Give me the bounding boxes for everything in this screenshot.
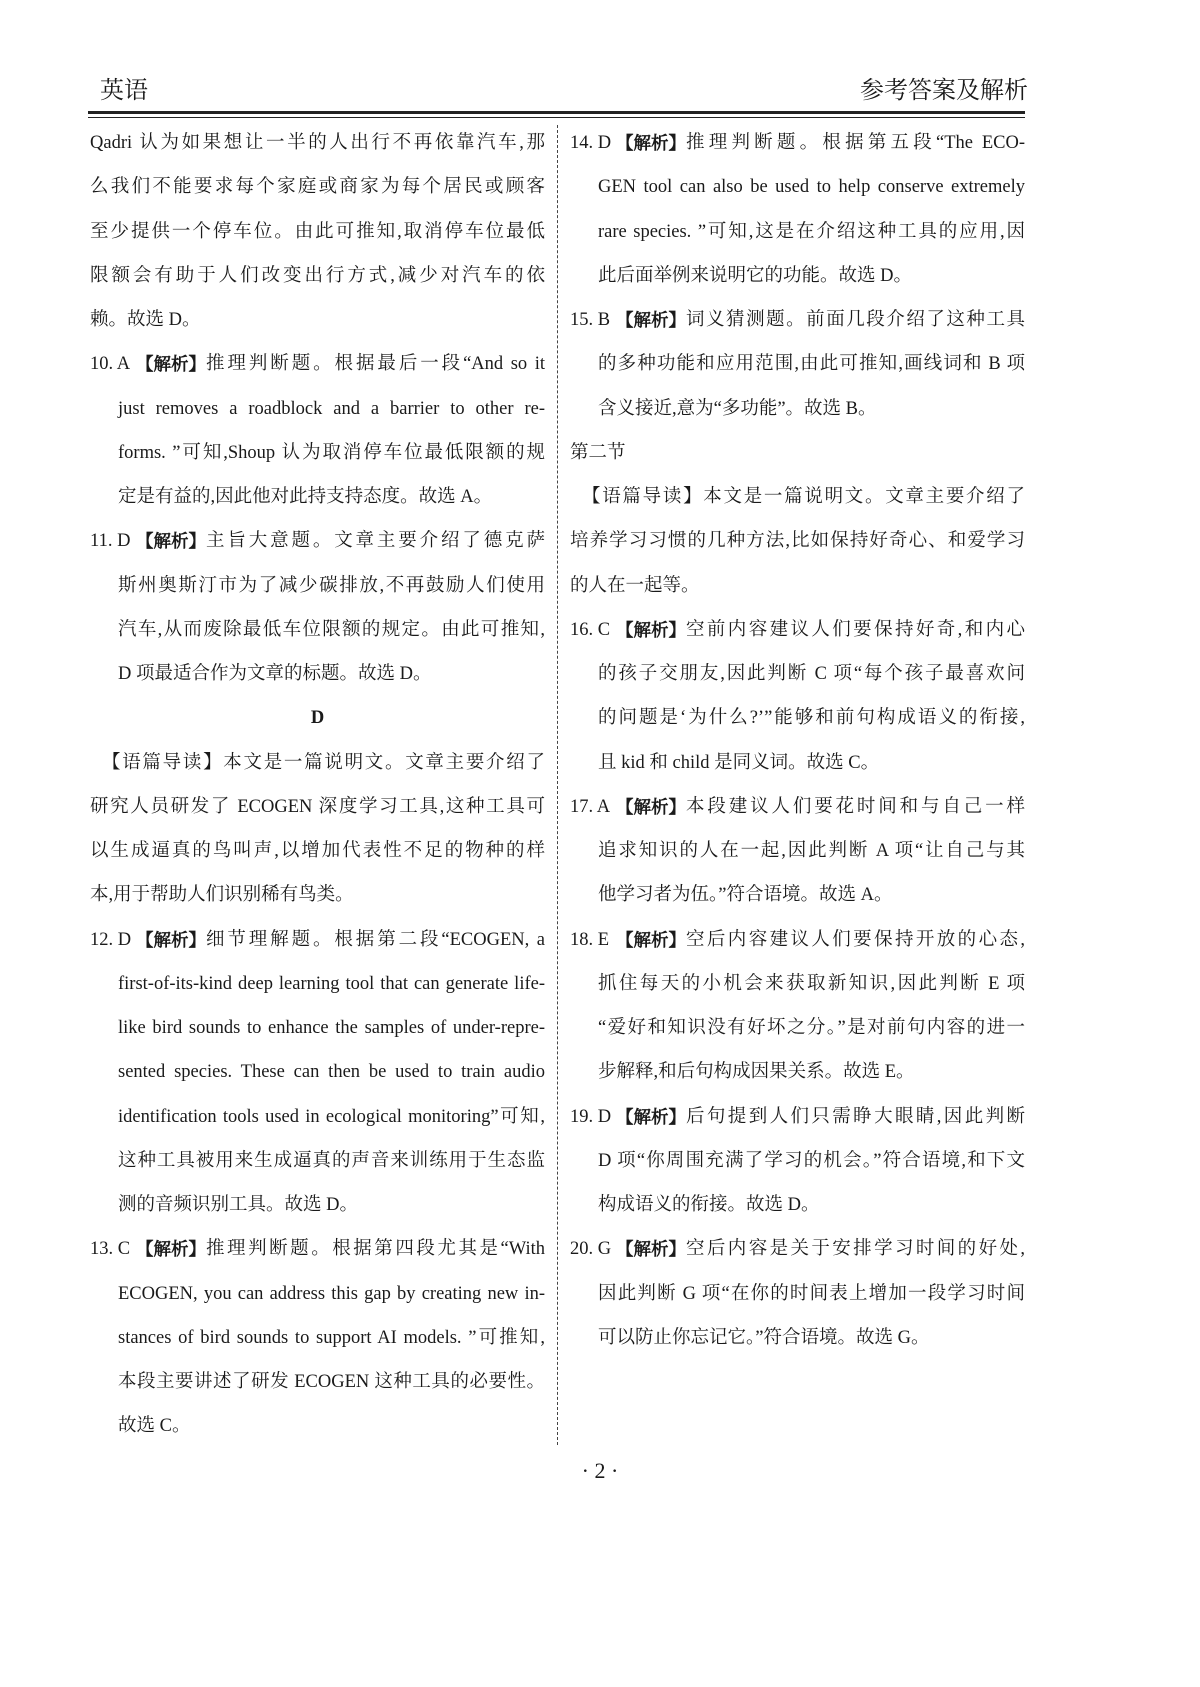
text-line: 汽车,从而废除最低车位限额的规定。由此可推知, xyxy=(118,619,545,640)
analysis-tag: 【解析】 xyxy=(616,619,686,640)
analysis-tag: 【解析】 xyxy=(616,796,686,817)
text-line: first-of-its-kind deep learning tool that can generate life- xyxy=(118,973,545,994)
analysis-tag: 【解析】 xyxy=(136,1239,206,1260)
text-line: 因此判断 G 项“在你的时间表上增加一段学习时间 xyxy=(598,1283,1025,1304)
answer-first-line xyxy=(570,121,1025,165)
page-number: · 2 · xyxy=(581,1458,619,1483)
answer-block-item xyxy=(570,1095,1025,1228)
analysis-tag: 【解析】 xyxy=(616,1106,686,1127)
answer-block-item xyxy=(570,608,1025,785)
answer-first-line xyxy=(570,1095,1025,1139)
question-number: 11. D xyxy=(90,531,131,552)
analysis-tag: 【解析】 xyxy=(616,310,686,330)
text-line: 么我们不能要求每个家庭或商家为每个居民或顾客 xyxy=(90,177,545,198)
question-number: 15. B xyxy=(570,310,611,330)
answer-text: 推理判断题。根据第五段“The ECO- xyxy=(686,133,1025,153)
question-number: 17. A xyxy=(570,796,611,817)
passage-heading: D xyxy=(310,708,325,729)
text-line: 斯州奥斯汀市为了减少碳排放,不再鼓励人们使用 xyxy=(118,575,545,596)
answer-first-line xyxy=(570,918,1025,962)
answer-block-item xyxy=(570,121,1025,298)
analysis-tag: 【解析】 xyxy=(616,1239,686,1260)
question-number: 20. G xyxy=(570,1239,612,1260)
answer-first-line xyxy=(570,785,1025,829)
column-divider xyxy=(557,125,558,1445)
answer-first-line xyxy=(570,298,1025,342)
answer-block-item xyxy=(570,785,1025,918)
text-line: identification tools used in ecological monitoring”可知, xyxy=(118,1106,545,1127)
text-line: 的多种功能和应用范围,由此可推知,画线词和 B 项 xyxy=(598,354,1025,375)
answer-block-item xyxy=(570,298,1025,431)
answer-first-line xyxy=(570,1227,1025,1271)
text-line: 步解释,和后句构成因果关系。故选 E。 xyxy=(598,1062,915,1083)
answer-block-item xyxy=(90,1227,545,1448)
question-number: 10. A xyxy=(90,354,131,375)
answer-block-section xyxy=(570,431,1025,475)
text-line: 培养学习习惯的几种方法,比如保持好奇心、和爱学习 xyxy=(570,531,1025,552)
analysis-tag: 【解析】 xyxy=(136,929,206,950)
answer-block-para xyxy=(570,475,1025,608)
answer-first-line xyxy=(90,1227,545,1271)
text-line: 定是有益的,因此他对此持支持态度。故选 A。 xyxy=(118,487,493,507)
text-line: 赖。故选 D。 xyxy=(90,310,201,330)
text-line: 此后面举例来说明它的功能。故选 D。 xyxy=(598,265,912,286)
answer-first-line xyxy=(570,608,1025,652)
text-line: 【语篇导读】本文是一篇说明文。文章主要介绍了 xyxy=(102,752,545,773)
analysis-tag: 【解析】 xyxy=(136,354,206,375)
text-line: 故选 C。 xyxy=(118,1416,191,1437)
answer-block-item xyxy=(570,918,1025,1095)
text-line: 本段主要讲述了研发 ECOGEN 这种工具的必要性。 xyxy=(118,1372,545,1392)
text-line: 的人在一起等。 xyxy=(570,575,700,596)
question-number: 14. D xyxy=(570,133,612,153)
left-column xyxy=(90,121,545,1449)
answer-text: 推理判断题。根据最后一段“And so it xyxy=(206,354,545,375)
header-rule-thin xyxy=(88,117,1025,118)
text-line: just removes a roadblock and a barrier to other re- xyxy=(118,398,545,419)
text-line: D 项最适合作为文章的标题。故选 D。 xyxy=(118,664,432,684)
text-line: 限额会有助于人们改变出行方式,减少对汽车的依 xyxy=(90,265,545,286)
text-line: forms. ”可知,Shoup 认为取消停车位最低限额的规 xyxy=(118,442,545,463)
answer-block-item xyxy=(90,519,545,696)
header-section-title: 参考答案及解析 xyxy=(860,78,1028,104)
answer-text: 主旨大意题。文章主要介绍了德克萨 xyxy=(206,531,545,552)
section-heading: 第二节 xyxy=(570,442,626,463)
answer-first-line xyxy=(90,918,545,962)
answer-block-cont xyxy=(90,121,545,342)
text-line: 以生成逼真的鸟叫声,以增加代表性不足的物种的样 xyxy=(90,841,545,861)
question-number: 16. C xyxy=(570,619,611,640)
text-line: 的孩子交朋友,因此判断 C 项“每个孩子最喜欢问 xyxy=(598,664,1025,684)
text-line: 的问题是‘为什么?’”能够和前句构成语义的衔接, xyxy=(598,708,1025,729)
text-line: 研究人员研发了 ECOGEN 深度学习工具,这种工具可 xyxy=(90,796,545,817)
text-line: rare species. ”可知,这是在介绍这种工具的应用,因 xyxy=(598,221,1025,242)
text-line: ECOGEN, you can address this gap by creating new in- xyxy=(118,1283,545,1304)
text-line: stances of bird sounds to support AI models. ”可推知, xyxy=(118,1327,545,1348)
text-line: 追求知识的人在一起,因此判断 A 项“让自己与其 xyxy=(598,841,1025,861)
answer-block-heading xyxy=(90,696,545,740)
text-line: 测的音频识别工具。故选 D。 xyxy=(118,1195,358,1215)
question-number: 12. D xyxy=(90,929,132,950)
right-column xyxy=(570,121,1025,1360)
answer-text: 推理判断题。根据第四段尤其是“With xyxy=(206,1239,545,1260)
answer-block-item xyxy=(570,1227,1025,1360)
header-subject: 英语 xyxy=(100,78,148,104)
text-line: 含义接近,意为“多功能”。故选 B。 xyxy=(598,398,877,419)
text-line: 本,用于帮助人们识别稀有鸟类。 xyxy=(90,885,354,906)
text-line: D 项“你周围充满了学习的机会。”符合语境,和下文 xyxy=(598,1150,1025,1171)
text-line: sented species. These can then be used to train audio xyxy=(118,1062,545,1083)
question-number: 18. E xyxy=(570,929,610,950)
analysis-tag: 【解析】 xyxy=(616,929,686,950)
text-line: 构成语义的衔接。故选 D。 xyxy=(598,1195,820,1215)
text-line: 这种工具被用来生成逼真的声音来训练用于生态监 xyxy=(118,1150,545,1171)
answer-text: 空后内容建议人们要保持开放的心态, xyxy=(686,929,1025,950)
answer-text: 词义猜测题。前面几段介绍了这种工具 xyxy=(686,310,1025,330)
answer-block-item xyxy=(90,918,545,1228)
text-line: GEN tool can also be used to help conserve extremely xyxy=(598,177,1025,198)
text-line: Qadri 认为如果想让一半的人出行不再依靠汽车,那 xyxy=(90,133,545,153)
question-number: 19. D xyxy=(570,1106,612,1127)
answer-text: 后句提到人们只需睁大眼睛,因此判断 xyxy=(686,1106,1025,1127)
answer-text: 细节理解题。根据第二段“ECOGEN, a xyxy=(206,929,545,950)
analysis-tag: 【解析】 xyxy=(616,133,686,153)
answer-block-item xyxy=(90,342,545,519)
text-line: 他学习者为伍。”符合语境。故选 A。 xyxy=(598,885,893,906)
text-line: 且 kid 和 child 是同义词。故选 C。 xyxy=(598,752,880,773)
text-line: 至少提供一个停车位。由此可推知,取消停车位最低 xyxy=(90,221,545,242)
text-line: like bird sounds to enhance the samples of under-repre- xyxy=(118,1018,545,1038)
question-number: 13. C xyxy=(90,1239,131,1260)
answer-first-line xyxy=(90,519,545,563)
answer-text: 本段建议人们要花时间和与自己一样 xyxy=(686,796,1025,817)
answer-first-line xyxy=(90,342,545,386)
header-rule-thick xyxy=(88,111,1025,114)
analysis-tag: 【解析】 xyxy=(136,531,206,552)
answer-text: 空前内容建议人们要保持好奇,和内心 xyxy=(686,619,1025,640)
answer-block-para xyxy=(90,741,545,918)
text-line: 【语篇导读】本文是一篇说明文。文章主要介绍了 xyxy=(582,487,1025,507)
text-line: 可以防止你忘记它。”符合语境。故选 G。 xyxy=(598,1327,930,1348)
text-line: 抓住每天的小机会来获取新知识,因此判断 E 项 xyxy=(598,973,1025,994)
answer-text: 空后内容是关于安排学习时间的好处, xyxy=(686,1239,1025,1260)
text-line: “爱好和知识没有好坏之分。”是对前句内容的进一 xyxy=(598,1018,1025,1038)
